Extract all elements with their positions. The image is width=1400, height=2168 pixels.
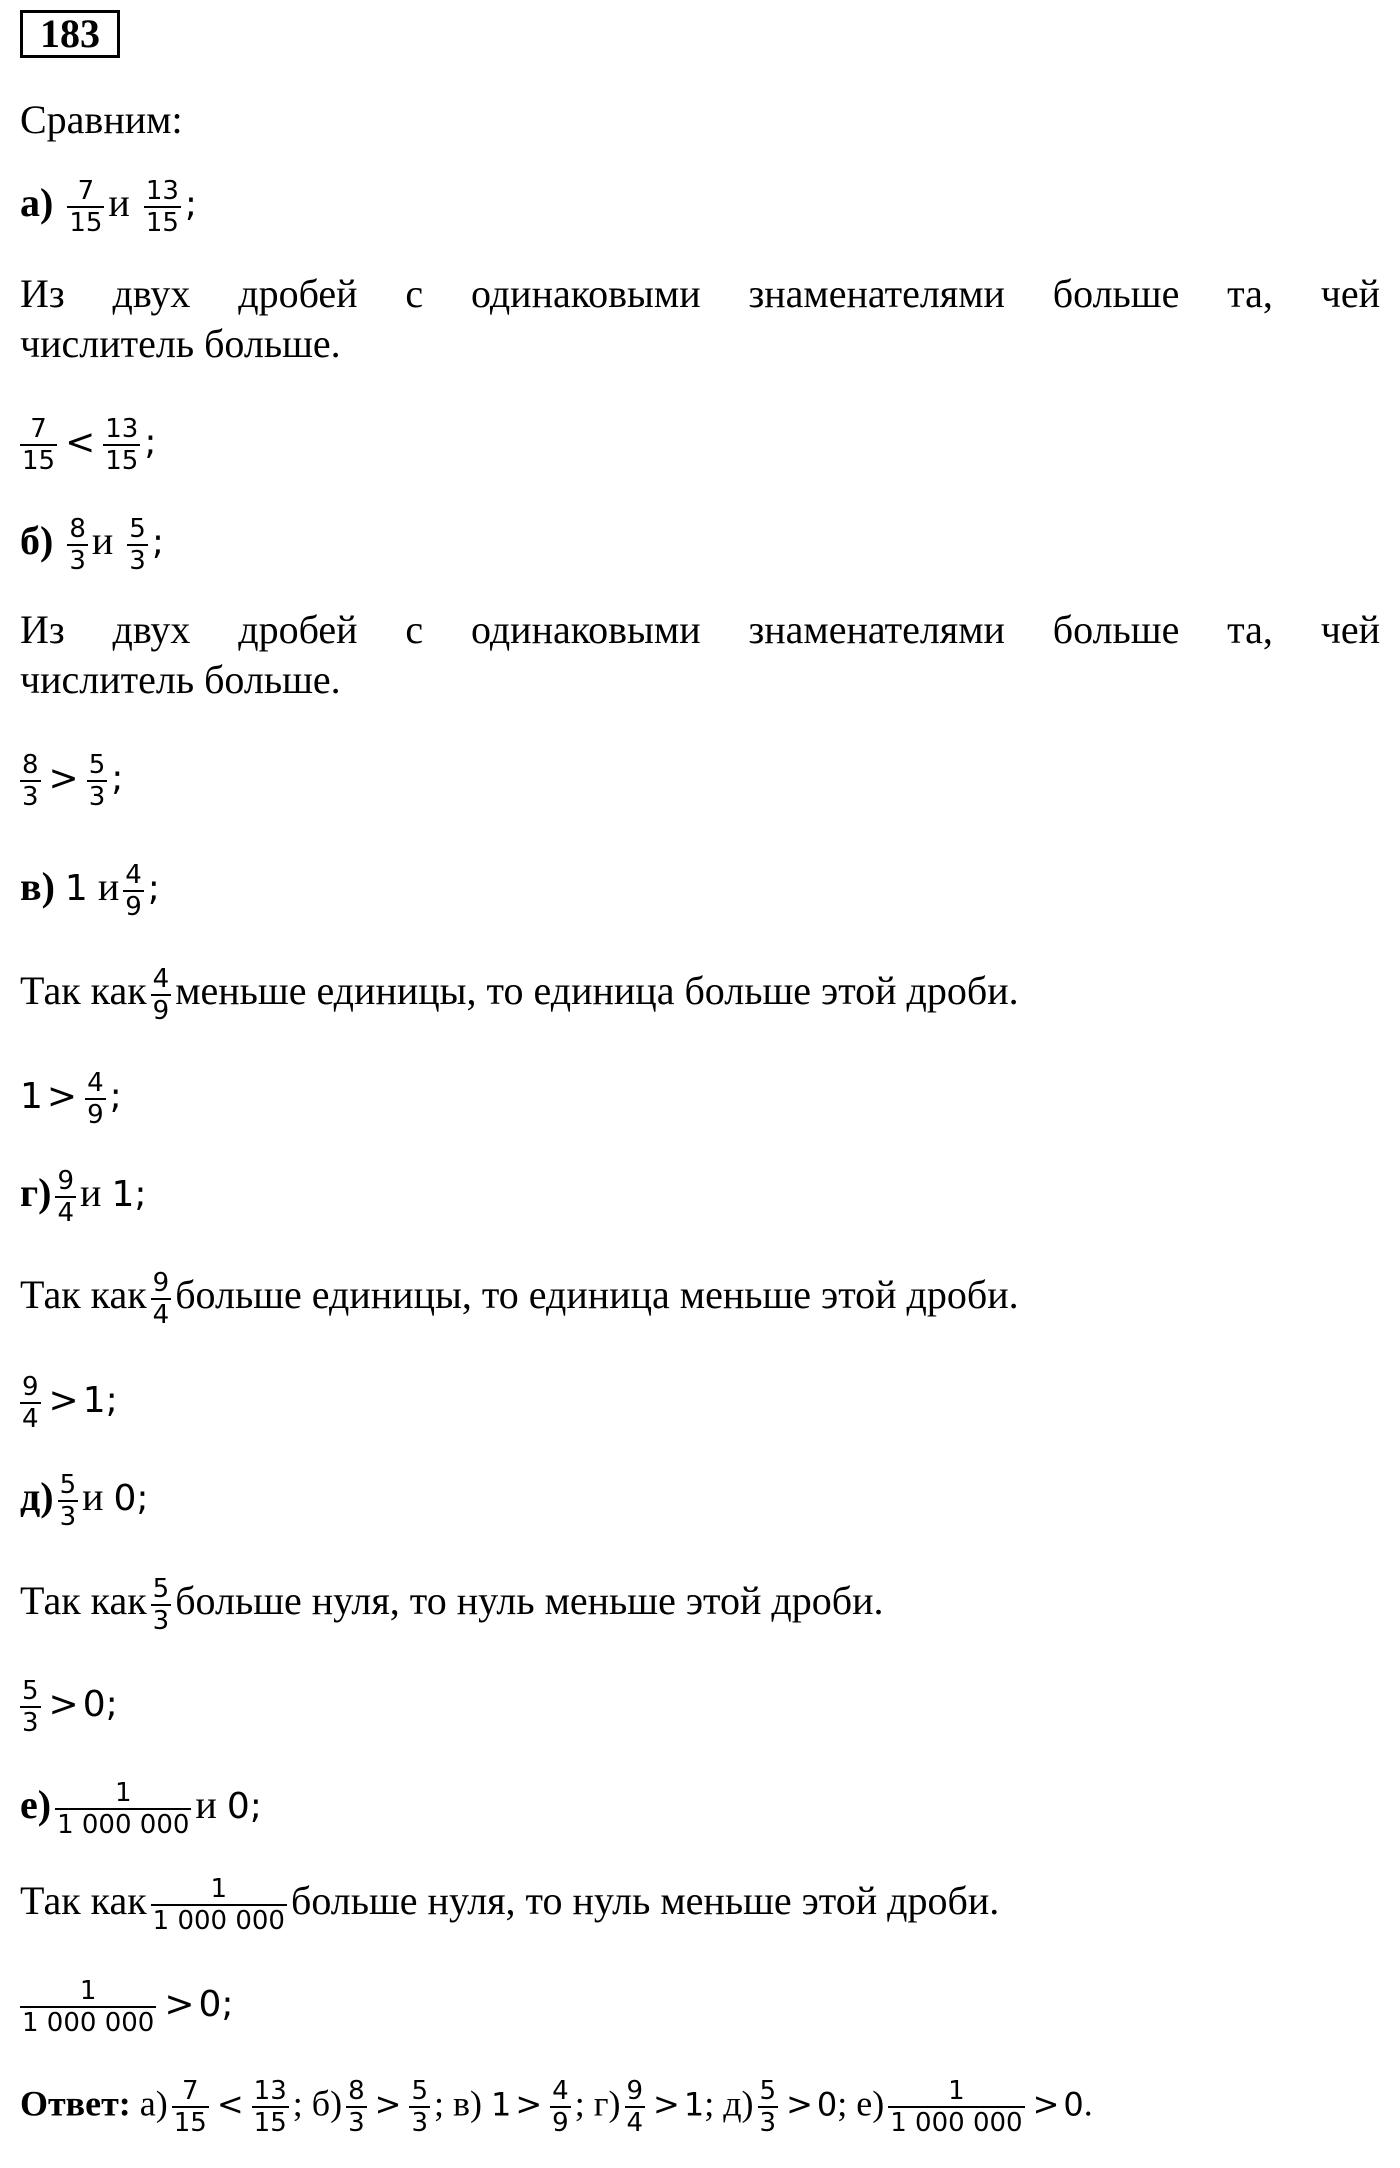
part-v-result: 1 > $\frac{4}{9}$ ; <box>20 1068 122 1130</box>
fraction: $\frac{9}{4}$ <box>626 2076 644 2138</box>
fraction: $\frac{9}{4}$ <box>22 1372 39 1434</box>
part-e-explanation: Так как $\frac{1}{1 000 000}$ больше нуля, то нуль меньше этой дроби. <box>20 1874 1000 1936</box>
part-v-explanation: Так как $\frac{4}{9}$ меньше единицы, то единица больше этой дроби. <box>20 964 1019 1026</box>
part-v-header: в) 1 и $\frac{4}{9}$ ; <box>20 860 160 922</box>
part-a-result: $\frac{7}{15}$ < $\frac{13}{15}$ ; <box>22 414 157 476</box>
fraction: $\frac{5}{3}$ <box>22 1676 39 1738</box>
fraction: $\frac{5}{3}$ <box>59 1470 77 1532</box>
fraction: $\frac{7}{15}$ <box>69 176 103 238</box>
fraction: $\frac{9}{4}$ <box>57 1166 75 1228</box>
part-d-header: д) $\frac{5}{3}$ и 0; <box>20 1470 149 1532</box>
fraction: $\frac{4}{9}$ <box>152 964 170 1026</box>
intro-text: Сравним: <box>20 97 183 142</box>
part-e-header: е) $\frac{1}{1 000 000}$ и 0; <box>20 1778 262 1840</box>
fraction: $\frac{5}{3}$ <box>129 514 146 576</box>
part-g-label: г) <box>20 1170 52 1216</box>
answer-line: Ответ: а) $\frac{7}{15}$ < $\frac{13}{15}$ ; б) $\frac{8}{3}$ > $\frac{5}{3}$ ; в) 1 > $\frac{4}{9}$ ; г) $\frac{9}{4}$ > 1; д) $\frac{5}{3}$ > 0; е) $\frac{1}{1 000 000}$ > 0. <box>20 2076 1093 2138</box>
fraction: $\frac{5}{3}$ <box>152 1574 170 1636</box>
fraction: $\frac{13}{15}$ <box>105 414 139 476</box>
part-b-result: $\frac{8}{3}$ > $\frac{5}{3}$ ; <box>22 750 124 812</box>
part-e-label: е) <box>20 1782 52 1828</box>
part-d-explanation: Так как $\frac{5}{3}$ больше нуля, то нуль меньше этой дроби. <box>20 1574 884 1636</box>
rule-text-a: Из двух дробей с одинаковыми знаменателями больше та, чей <box>20 271 1380 316</box>
fraction: $\frac{4}{9}$ <box>552 2076 569 2138</box>
rule-text-b: Из двух дробей с одинаковыми знаменателями больше та, чей <box>20 607 1380 652</box>
answer-label: Ответ: <box>20 2083 131 2124</box>
fraction: $\frac{1}{1 000 000}$ <box>22 1976 155 2038</box>
fraction: $\frac{1}{1 000 000}$ <box>890 2076 1023 2138</box>
part-g-header: г) $\frac{9}{4}$ и 1; <box>20 1166 147 1228</box>
rule-text-b-line2: числитель больше. <box>20 657 341 702</box>
part-b-label: б) <box>20 518 54 564</box>
fraction: $\frac{13}{15}$ <box>145 176 179 238</box>
fraction: $\frac{7}{15}$ <box>173 2076 207 2138</box>
part-d-result: $\frac{5}{3}$ > 0; <box>22 1676 118 1738</box>
problem-number: 183 <box>20 10 120 58</box>
fraction: $\frac{9}{4}$ <box>152 1268 170 1330</box>
fraction: $\frac{13}{15}$ <box>253 2076 287 2138</box>
fraction: $\frac{1}{1 000 000}$ <box>57 1778 190 1840</box>
fraction: $\frac{8}{3}$ <box>348 2076 365 2138</box>
fraction: $\frac{4}{9}$ <box>125 860 142 922</box>
fraction: $\frac{5}{3}$ <box>759 2076 777 2138</box>
fraction: $\frac{8}{3}$ <box>22 750 39 812</box>
part-g-result: $\frac{9}{4}$ > 1; <box>22 1372 118 1434</box>
part-a-header: а) $\frac{7}{15}$ и $\frac{13}{15}$ ; <box>20 176 198 238</box>
part-b-header: б) $\frac{8}{3}$ и $\frac{5}{3}$ ; <box>20 514 164 576</box>
fraction: $\frac{4}{9}$ <box>87 1068 104 1130</box>
fraction: $\frac{5}{3}$ <box>411 2076 428 2138</box>
part-d-label: д) <box>20 1474 54 1520</box>
rule-text-a-line2: числитель больше. <box>20 321 341 366</box>
fraction: $\frac{8}{3}$ <box>69 514 86 576</box>
part-e-result: $\frac{1}{1 000 000}$ > 0; <box>22 1976 234 2038</box>
part-v-label: в) <box>20 864 55 910</box>
fraction: $\frac{7}{15}$ <box>22 414 56 476</box>
part-a-label: а) <box>20 180 54 226</box>
part-g-explanation: Так как $\frac{9}{4}$ больше единицы, то единица меньше этой дроби. <box>20 1268 1019 1330</box>
fraction: $\frac{1}{1 000 000}$ <box>152 1874 285 1936</box>
fraction: $\frac{5}{3}$ <box>88 750 106 812</box>
